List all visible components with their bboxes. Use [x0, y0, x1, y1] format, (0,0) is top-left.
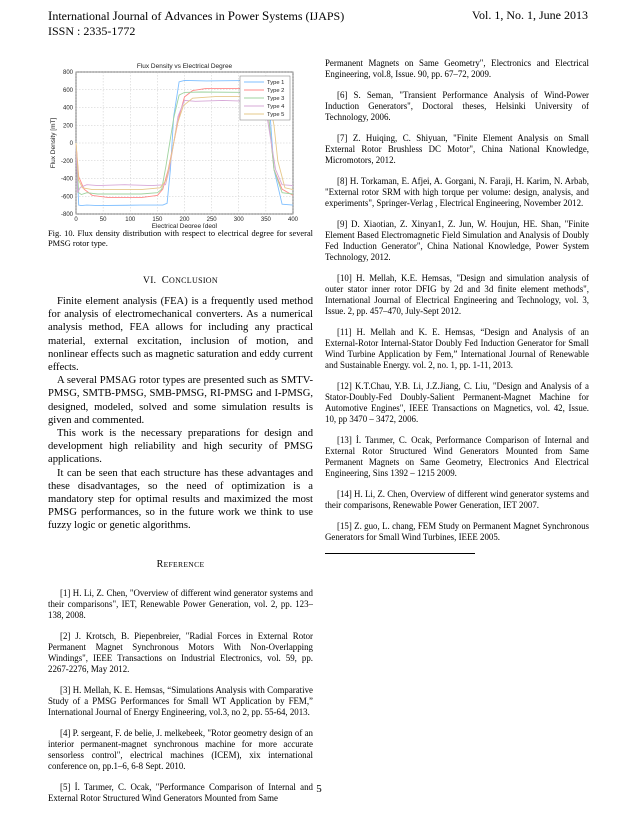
x-tick-label: 350 [260, 217, 271, 223]
legend-entry: Type 5 [267, 112, 285, 118]
figure-10 [48, 58, 313, 228]
reference-item: [10] H. Mellah, K.E. Hemsas, "Design and simulation analysis of outer stator inner rotor DFIG by 2d and 3d finite element methods", International Journal of Electrical Engineering and Technology, vol. 3, Issue. 2, pp. 457–470, July-Sept 2012. [325, 273, 589, 316]
reference-item: [6] S. Seman, "Transient Performance Analysis of Wind-Power Induction Generators", Doctoral theses, Helsinki University of Technology, 2006. [325, 90, 589, 122]
journal-title-initial: J [112, 8, 118, 23]
reference-item: [11] H. Mellah and K. E. Hemsas, “Design and Analysis of an External-Rotor Internal-Stator Doubly Fed Induction Generator for Small Wind Turbine Application by Fem,” International Journal of Renewable and Sustainable Energy. vol. 2, no. 1, pp. 1-11, 2013. [325, 327, 589, 370]
conclusion-paragraph: This work is the necessary preparations for design and development high reliability and high security of PMSG applications. [48, 428, 313, 466]
x-tick-label: 200 [179, 217, 190, 223]
references-right [325, 58, 589, 543]
reference-item: [15] Z. guo, L. chang, FEM Study on Permanent Magnet Synchronous Generators for Small Wind Turbines, IEEE 2005. [325, 521, 589, 542]
reference-item: [8] H. Torkaman, E. Afjei, A. Gorgani, N. Faraji, H. Karim, N. Arbab, "External rotor SRM with high torque per volume: design, analysis, and experiments", Springer-Verlag , Electrical Engineering, November 2012. [325, 176, 589, 208]
references-heading [48, 559, 313, 570]
reference-item: Permanent Magnets on Same Geometry", Electronics and Electrical Engineering, vol.8, Issue. 90, pp. 67–72, 2009. [325, 58, 589, 79]
y-tick-label: 600 [62, 87, 73, 94]
chart-title: Flux Density vs Electrical Degree [136, 63, 233, 70]
references-title: REFERENCE [156, 558, 205, 570]
section-title: CONCLUSION [161, 275, 218, 286]
conclusion-body [48, 295, 313, 533]
journal-title-word: dvances in [173, 9, 228, 23]
journal-title-initial: P [227, 8, 235, 23]
legend-entry: Type 2 [267, 88, 285, 94]
x-tick-label: 300 [233, 217, 244, 223]
journal-title-word: ystems (IJAPS) [269, 9, 345, 23]
reference-item: [5] İ. Tarımer, C. Ocak, "Performance Comparison of Internal and External Rotor Structured Wind Generators Mounted from Same [48, 781, 313, 803]
journal-title-word: nternational [52, 9, 113, 23]
reference-item: [13] İ. Tarımer, C. Ocak, Performance Comparison of Internal and External Rotor Structured Wind Generators Mounted from Same Permanent Magnets on Same Geometry, Electronics And Electrical Engineering, Sins 1392 – 1215 2009. [325, 435, 589, 478]
reference-item: [2] J. Krotsch, B. Piepenbreier, "Radial Forces in External Rotor Permanent Magnet Synchronous Motors With Non-Overlapping Windings", IEEE Transactions on Industrial Electronics, vol. 59, pp. 2267-2276, May 2012. [48, 630, 313, 674]
x-tick-label: 0 [74, 217, 78, 223]
reference-item: [9] D. Xiaotian, Z. Xinyan1, Z. Jun, W. Houjun, HE. Shan, "Finite Element Based Electromagnetic Field Simulation and Analysis of Doubly Fed Induction Generator", China National Knowledge, Power System Technology, 2012. [325, 219, 589, 262]
x-tick-label: 250 [206, 217, 217, 223]
y-tick-label: -600 [60, 194, 73, 201]
reference-item: [14] H. Li, Z. Chen, Overview of different wind generator systems and their comparisons, Renewable Power Generation, IET 2007. [325, 489, 589, 510]
y-tick-label: 200 [62, 123, 73, 130]
x-axis-label: Electrical Degree [deg] [151, 223, 218, 228]
journal-title [48, 9, 344, 23]
y-tick-label: -200 [60, 158, 73, 165]
legend-entry: Type 3 [267, 96, 285, 102]
y-tick-label: 400 [62, 105, 73, 112]
legend-entry: Type 1 [267, 80, 285, 86]
reference-item: [1] H. Li, Z. Chen, "Overview of different wind generator systems and their comparisons", IET, Renewable Power Generation, vol. 2, pp. 123–138, 2008. [48, 587, 313, 620]
y-tick-label: 0 [69, 141, 73, 147]
conclusion-paragraph: A several PMSAG rotor types are presented such as SMTV-PMSG, SMTB-PMSG, SMB-PMSG, RI-PMSG and I-PMSG, designed, modeled, solved and some simulation results is given and commented. [48, 375, 313, 426]
figure-caption: Fig. 10. Flux density distribution with respect to electrical degree for several PMSG rotor type. [48, 229, 313, 248]
journal-title-initial: S [261, 8, 270, 23]
conclusion-paragraph: It can be seen that each structure has these advantages and these disadvantages, so the need of optimization is a mandatory step for optimal results and maximized the most PMSG performances, so in the future work we think to use fuzzy logic or genetic algorithms. [48, 467, 313, 532]
legend-entry: Type 4 [267, 104, 285, 110]
journal-title-initial: I [48, 8, 53, 23]
reference-item: [3] H. Mellah, K. E. Hemsas, “Simulations Analysis with Comparative Study of a PMSG Performances for Small WT Application by FEM,” International Journal of Energy Engineering, vol.3, no 2, pp. 55-64, 2013. [48, 684, 313, 717]
journal-title-word: ower [234, 9, 262, 23]
reference-item: [4] P. sergeant, F. de belie, J. melkebeek, "Rotor geometry design of an interior permanent-magnet synchronous machine for more accurate sensorless control", electrical machines (ICEM), xix international conference on, pp.1–6, 6-8 Sept. 2010. [48, 727, 313, 771]
journal-title-word: ournal of [117, 9, 165, 23]
y-tick-label: 800 [62, 70, 73, 76]
reference-item: [12] K.T.Chau, Y.B. Li, J.Z.Jiang, C. Liu, "Design and Analysis of a Stator-Doubly-Fed Doubly-Salient Permanent-Magnet Machine for Automotive Engines", IEEE Transactions on Magnetics, vol. 42, Issue. 10, pp 3470 – 3472, 2006. [325, 381, 589, 424]
right-column [325, 58, 589, 554]
x-tick-label: 400 [287, 217, 299, 223]
section-heading [48, 275, 313, 286]
journal-title-initial: A [164, 8, 174, 23]
references-left [48, 588, 313, 804]
flux-density-chart [48, 58, 313, 228]
section-number: VI. [143, 276, 157, 286]
y-tick-label: -800 [60, 212, 73, 218]
running-header [48, 8, 588, 39]
left-column [48, 58, 313, 814]
x-tick-label: 150 [152, 217, 163, 223]
x-tick-label: 100 [125, 217, 136, 223]
page-number: 5 [316, 783, 322, 795]
x-tick-label: 50 [99, 217, 107, 223]
end-rule [325, 553, 475, 554]
reference-item: [7] Z. Huiqing, C. Shiyuan, "Finite Element Analysis on Small External Rotor Brushless DC Motor", China National Knowledge, Micromotors, 2012. [325, 133, 589, 165]
y-tick-label: -400 [60, 176, 73, 183]
y-axis-label: Flux Density [mT] [50, 117, 57, 169]
issn: ISSN : 2335-1772 [48, 24, 136, 38]
conclusion-paragraph: Finite element analysis (FEA) is a frequently used method for analysis of electromechanical converters. As a numerical analysis method, FEA allows for including any practical material, external excitation, inclusion of motion, and nonlinear effects such as magnetic saturation and eddy current effects. [48, 296, 313, 374]
volume-info: Vol. 1, No. 1, June 2013 [471, 8, 588, 22]
